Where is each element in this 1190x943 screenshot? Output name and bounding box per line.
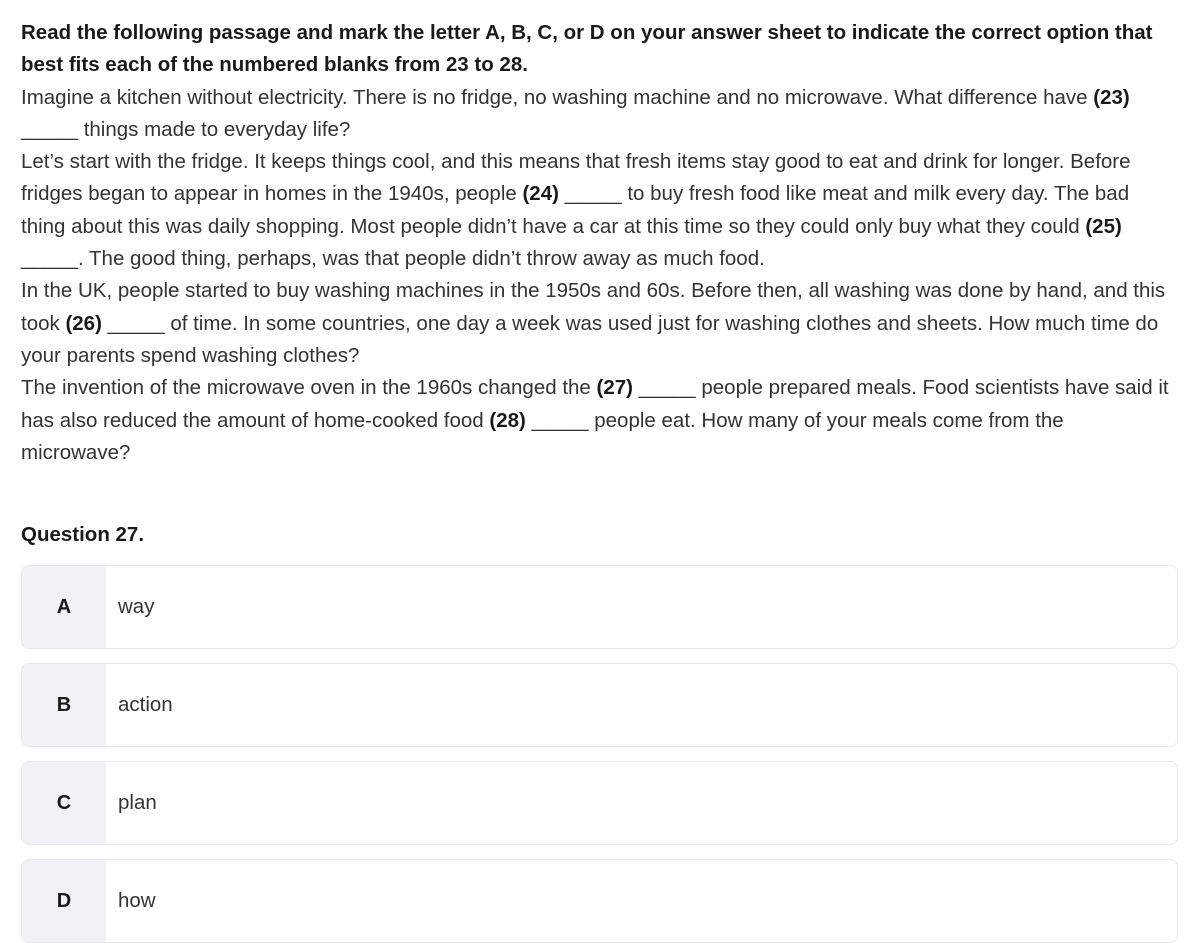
option-letter: A <box>22 566 106 648</box>
passage-text: _____ to buy fresh food like meat and milk every day. The bad thing about this was daily shopping. Most people didn’t have a car at this time so they could only buy what they could <box>21 182 1130 238</box>
passage <box>21 82 1178 470</box>
blank-number-28: (28) <box>489 408 526 432</box>
option-text: action <box>118 693 173 717</box>
blank-number-23: (23) <box>1093 85 1130 109</box>
option-c[interactable] <box>21 761 1178 845</box>
option-letter: B <box>22 664 106 746</box>
option-a[interactable] <box>21 565 1178 649</box>
passage-text: Imagine a kitchen without electricity. There is no fridge, no washing machine and no microwave. What difference have <box>21 85 1094 109</box>
passage-text: Let’s start with the fridge. It keeps things cool, and this means that fresh items stay good to eat and drink for longer. Before fridges began to appear in homes in the 1940s, people <box>21 150 1131 206</box>
option-d[interactable] <box>21 859 1178 943</box>
blank-number-27: (27) <box>596 376 633 400</box>
option-text: way <box>118 595 155 619</box>
passage-text: _____ people prepared meals. Food scientists have said it has also reduced the amount of home-cooked food <box>21 376 1169 432</box>
passage-text: _____ people eat. How many of your meals come from the microwave? <box>21 408 1064 464</box>
passage-text: The invention of the microwave oven in the 1960s changed the <box>21 376 597 400</box>
passage-text: In the UK, people started to buy washing machines in the 1950s and 60s. Before then, all washing was done by hand, and this took <box>21 279 1166 335</box>
blank-number-25: (25) <box>1085 214 1122 238</box>
answer-options <box>21 565 1178 943</box>
passage-text: _____. The good thing, perhaps, was that people didn’t throw away as much food. <box>21 247 765 271</box>
passage-text: _____ of time. In some countries, one day a week was used just for washing clothes and sheets. How much time do your parents spend washing clothes? <box>21 311 1159 367</box>
passage-paragraph-3 <box>21 275 1178 372</box>
option-text: plan <box>118 791 157 815</box>
passage-paragraph-2 <box>21 146 1178 275</box>
option-text: how <box>118 889 156 913</box>
blank-number-24: (24) <box>522 182 559 206</box>
instruction-text: Read the following passage and mark the letter A, B, C, or D on your answer sheet to indicate the correct option that best fits each of the numbered blanks from 23 to 28. <box>21 21 1153 77</box>
passage-paragraph-4 <box>21 372 1178 469</box>
passage-text: _____ things made to everyday life? <box>21 117 351 141</box>
option-letter: C <box>22 762 106 844</box>
question-title: Question 27. <box>21 523 145 547</box>
option-letter: D <box>22 860 106 942</box>
blank-number-26: (26) <box>65 311 102 335</box>
option-b[interactable] <box>21 663 1178 747</box>
passage-paragraph-1 <box>21 82 1178 147</box>
